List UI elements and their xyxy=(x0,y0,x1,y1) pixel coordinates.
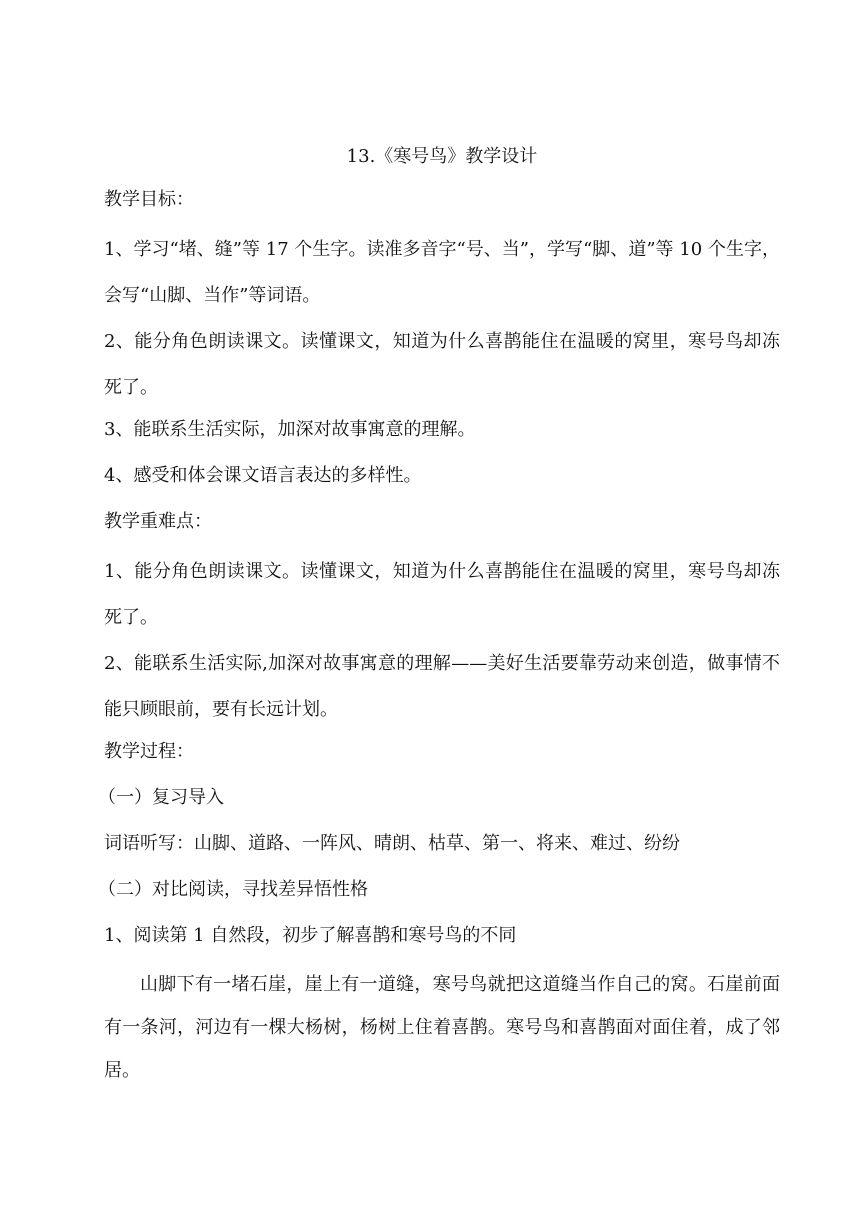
focus-item-1 xyxy=(104,549,780,633)
document-title: 13.《寒号鸟》教学设计 xyxy=(346,146,538,167)
goal-item-2-text: 2、能分角色朗读课文。读懂课文，知道为什么喜鹊能住在温暖的窝里，寒号鸟却冻死了。 xyxy=(104,331,780,398)
section-compare: （二）对比阅读，寻找差异悟性格 xyxy=(98,879,368,900)
process-heading: 教学过程： xyxy=(104,741,194,762)
goal-item-3: 3、能联系生活实际，加深对故事寓意的理解。 xyxy=(104,419,476,440)
focus-item-1-text: 1、能分角色朗读课文。读懂课文，知道为什么喜鹊能住在温暖的窝里，寒号鸟却冻死了。 xyxy=(104,561,780,628)
focus-item-2 xyxy=(104,641,780,725)
document-body xyxy=(98,143,780,1098)
goal-item-1-text: 1、学习“堵、缝”等 17 个生字。读准多音字“号、当”，学写“脚、道”等 10 个生字，会写“山脚、当作”等词语。 xyxy=(104,239,780,306)
reading-task: 1、阅读第 1 自然段，初步了解喜鹊和寒号鸟的不同 xyxy=(104,925,517,946)
goals-heading: 教学目标： xyxy=(104,189,194,210)
goal-item-2 xyxy=(104,319,780,403)
passage xyxy=(104,963,780,1090)
goal-item-4: 4、感受和体会课文语言表达的多样性。 xyxy=(104,465,422,486)
goal-item-1 xyxy=(104,227,780,311)
focus-item-2-text: 2、能联系生活实际,加深对故事寓意的理解——美好生活要靠劳动来创造，做事情不能只顾眼前，要有长远计划。 xyxy=(104,653,780,720)
passage-text: 山脚下有一堵石崖，崖上有一道缝，寒号鸟就把这道缝当作自己的窝。石崖前面有一条河，河边有一棵大杨树，杨树上住着喜鹊。寒号鸟和喜鹊面对面住着，成了邻居。 xyxy=(104,974,780,1081)
dictation-words: 词语听写：山脚、道路、一阵风、晴朗、枯草、第一、将来、难过、纷纷 xyxy=(104,833,680,854)
section-review: （一）复习导入 xyxy=(98,787,224,808)
focus-heading: 教学重难点： xyxy=(104,511,212,532)
